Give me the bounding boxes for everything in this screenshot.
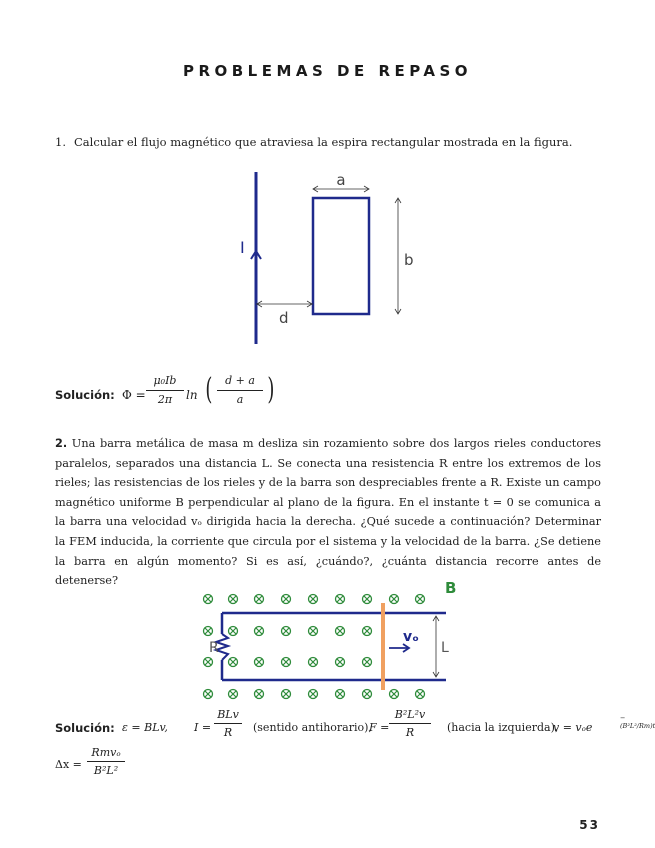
solution-1-arg-denominator: a	[236, 393, 244, 406]
emf-equation: ε = BLv,	[122, 721, 168, 734]
field-into-page-icon	[204, 627, 213, 636]
field-into-page-icon	[255, 690, 264, 699]
field-into-page-icon	[282, 595, 291, 604]
field-into-page-icon	[255, 595, 264, 604]
field-into-page-icon	[416, 595, 425, 604]
field-into-page-icon	[229, 595, 238, 604]
field-into-page-icon	[363, 627, 372, 636]
current-numerator: BLv	[217, 708, 239, 721]
field-into-page-icon	[204, 690, 213, 699]
field-into-page-icon	[363, 658, 372, 667]
label-d: d	[279, 309, 289, 327]
field-into-page-icon	[204, 658, 213, 667]
label-velocity: vₒ	[403, 629, 419, 645]
velocity-equation: v = vₒe	[553, 721, 593, 734]
velocity-exponent: −(B²L²/Rm)t	[620, 714, 655, 730]
page-title: PROBLEMAS DE REPASO	[182, 62, 473, 80]
field-into-page-icon	[390, 595, 399, 604]
field-into-page-icon	[336, 595, 345, 604]
solution-1-label: Solución:	[55, 388, 115, 402]
force-numerator: B²L²v	[394, 708, 426, 721]
field-into-page-icon	[255, 627, 264, 636]
field-into-page-icon	[309, 595, 318, 604]
solution-1-denominator: 2π	[157, 393, 173, 406]
solution-2-label: Solución:	[55, 721, 115, 735]
solution-2	[55, 706, 655, 786]
resistor-icon	[216, 634, 228, 660]
problem-1-text: Calcular el flujo magnético que atraviesa la espira rectangular mostrada en la figura.	[73, 135, 573, 149]
problem-1-statement	[55, 135, 572, 149]
fraction-bar	[146, 390, 184, 391]
distance-lhs: Δx =	[55, 758, 82, 771]
label-b: b	[404, 251, 414, 269]
label-current-I: I	[240, 238, 245, 257]
label-B: B	[445, 579, 457, 597]
force-note: (hacia la izquierda),	[447, 721, 559, 734]
right-paren: )	[267, 372, 275, 407]
solution-1-arg-numerator: d + a	[225, 374, 255, 387]
current-arrow-icon	[251, 251, 261, 259]
field-into-page-icon	[336, 627, 345, 636]
current-lhs: I =	[194, 721, 212, 734]
page-number: 53	[579, 818, 600, 832]
problem-1-number: 1.	[55, 135, 66, 149]
field-into-page-icon	[282, 627, 291, 636]
field-into-page-icon	[204, 595, 213, 604]
fraction-bar	[389, 723, 431, 724]
field-into-page-icon	[336, 690, 345, 699]
problem-2-text: Una barra metálica de masa m desliza sin rozamiento sobre dos largos rieles conductores paralelos, separados una distancia L. Se conecta una resistencia R entre los extremos de los rieles; las resistencias de los rieles y de la barra son despreciables frente a R. Existe un campo magnético uniforme B perpendicular al plano de la figura. En el instante t = 0 se comunica a la barra una velocidad vₒ dirigida hacia la derecha. ¿Qué sucede a continuación? Determinar la FEM inducida, la corriente que circula por el sistema y la velocidad de la barra. ¿Se detiene la barra en algún momento? Si es así, ¿cuándo?, ¿cuánta distancia recorre antes de detenerse?	[55, 437, 602, 588]
fraction-bar	[217, 390, 263, 391]
field-into-page-icon	[229, 658, 238, 667]
field-into-page-icon	[229, 627, 238, 636]
force-denominator: R	[405, 726, 415, 739]
field-into-page-icon	[255, 658, 264, 667]
force-lhs: F =	[369, 721, 390, 734]
field-into-page-icon	[282, 658, 291, 667]
label-a: a	[336, 171, 346, 189]
problem-2-statement	[55, 434, 601, 591]
field-into-page-icon	[309, 658, 318, 667]
field-into-page-icon	[309, 627, 318, 636]
fraction-bar	[87, 761, 125, 762]
label-R: R	[209, 640, 219, 656]
field-into-page-icon	[282, 690, 291, 699]
field-into-page-icon	[416, 690, 425, 699]
fraction-bar	[214, 723, 242, 724]
distance-numerator: Rmvₒ	[91, 746, 121, 759]
problem-2-number: 2.	[55, 437, 68, 450]
magnetic-field-symbols	[204, 595, 425, 699]
distance-denominator: B²L²	[93, 764, 119, 777]
label-L: L	[441, 640, 449, 656]
field-into-page-icon	[336, 658, 345, 667]
field-into-page-icon	[309, 690, 318, 699]
solution-1-ln: ln	[186, 388, 198, 402]
solution-1-lhs: Φ =	[122, 388, 146, 402]
field-into-page-icon	[363, 595, 372, 604]
field-into-page-icon	[363, 690, 372, 699]
solution-1	[55, 372, 455, 421]
rectangular-loop	[313, 198, 369, 314]
solution-1-numerator: μ₀Ib	[153, 374, 177, 387]
left-paren: (	[205, 372, 213, 407]
current-note: (sentido antihorario),	[253, 721, 372, 734]
field-into-page-icon	[390, 690, 399, 699]
current-denominator: R	[223, 726, 233, 739]
field-into-page-icon	[229, 690, 238, 699]
